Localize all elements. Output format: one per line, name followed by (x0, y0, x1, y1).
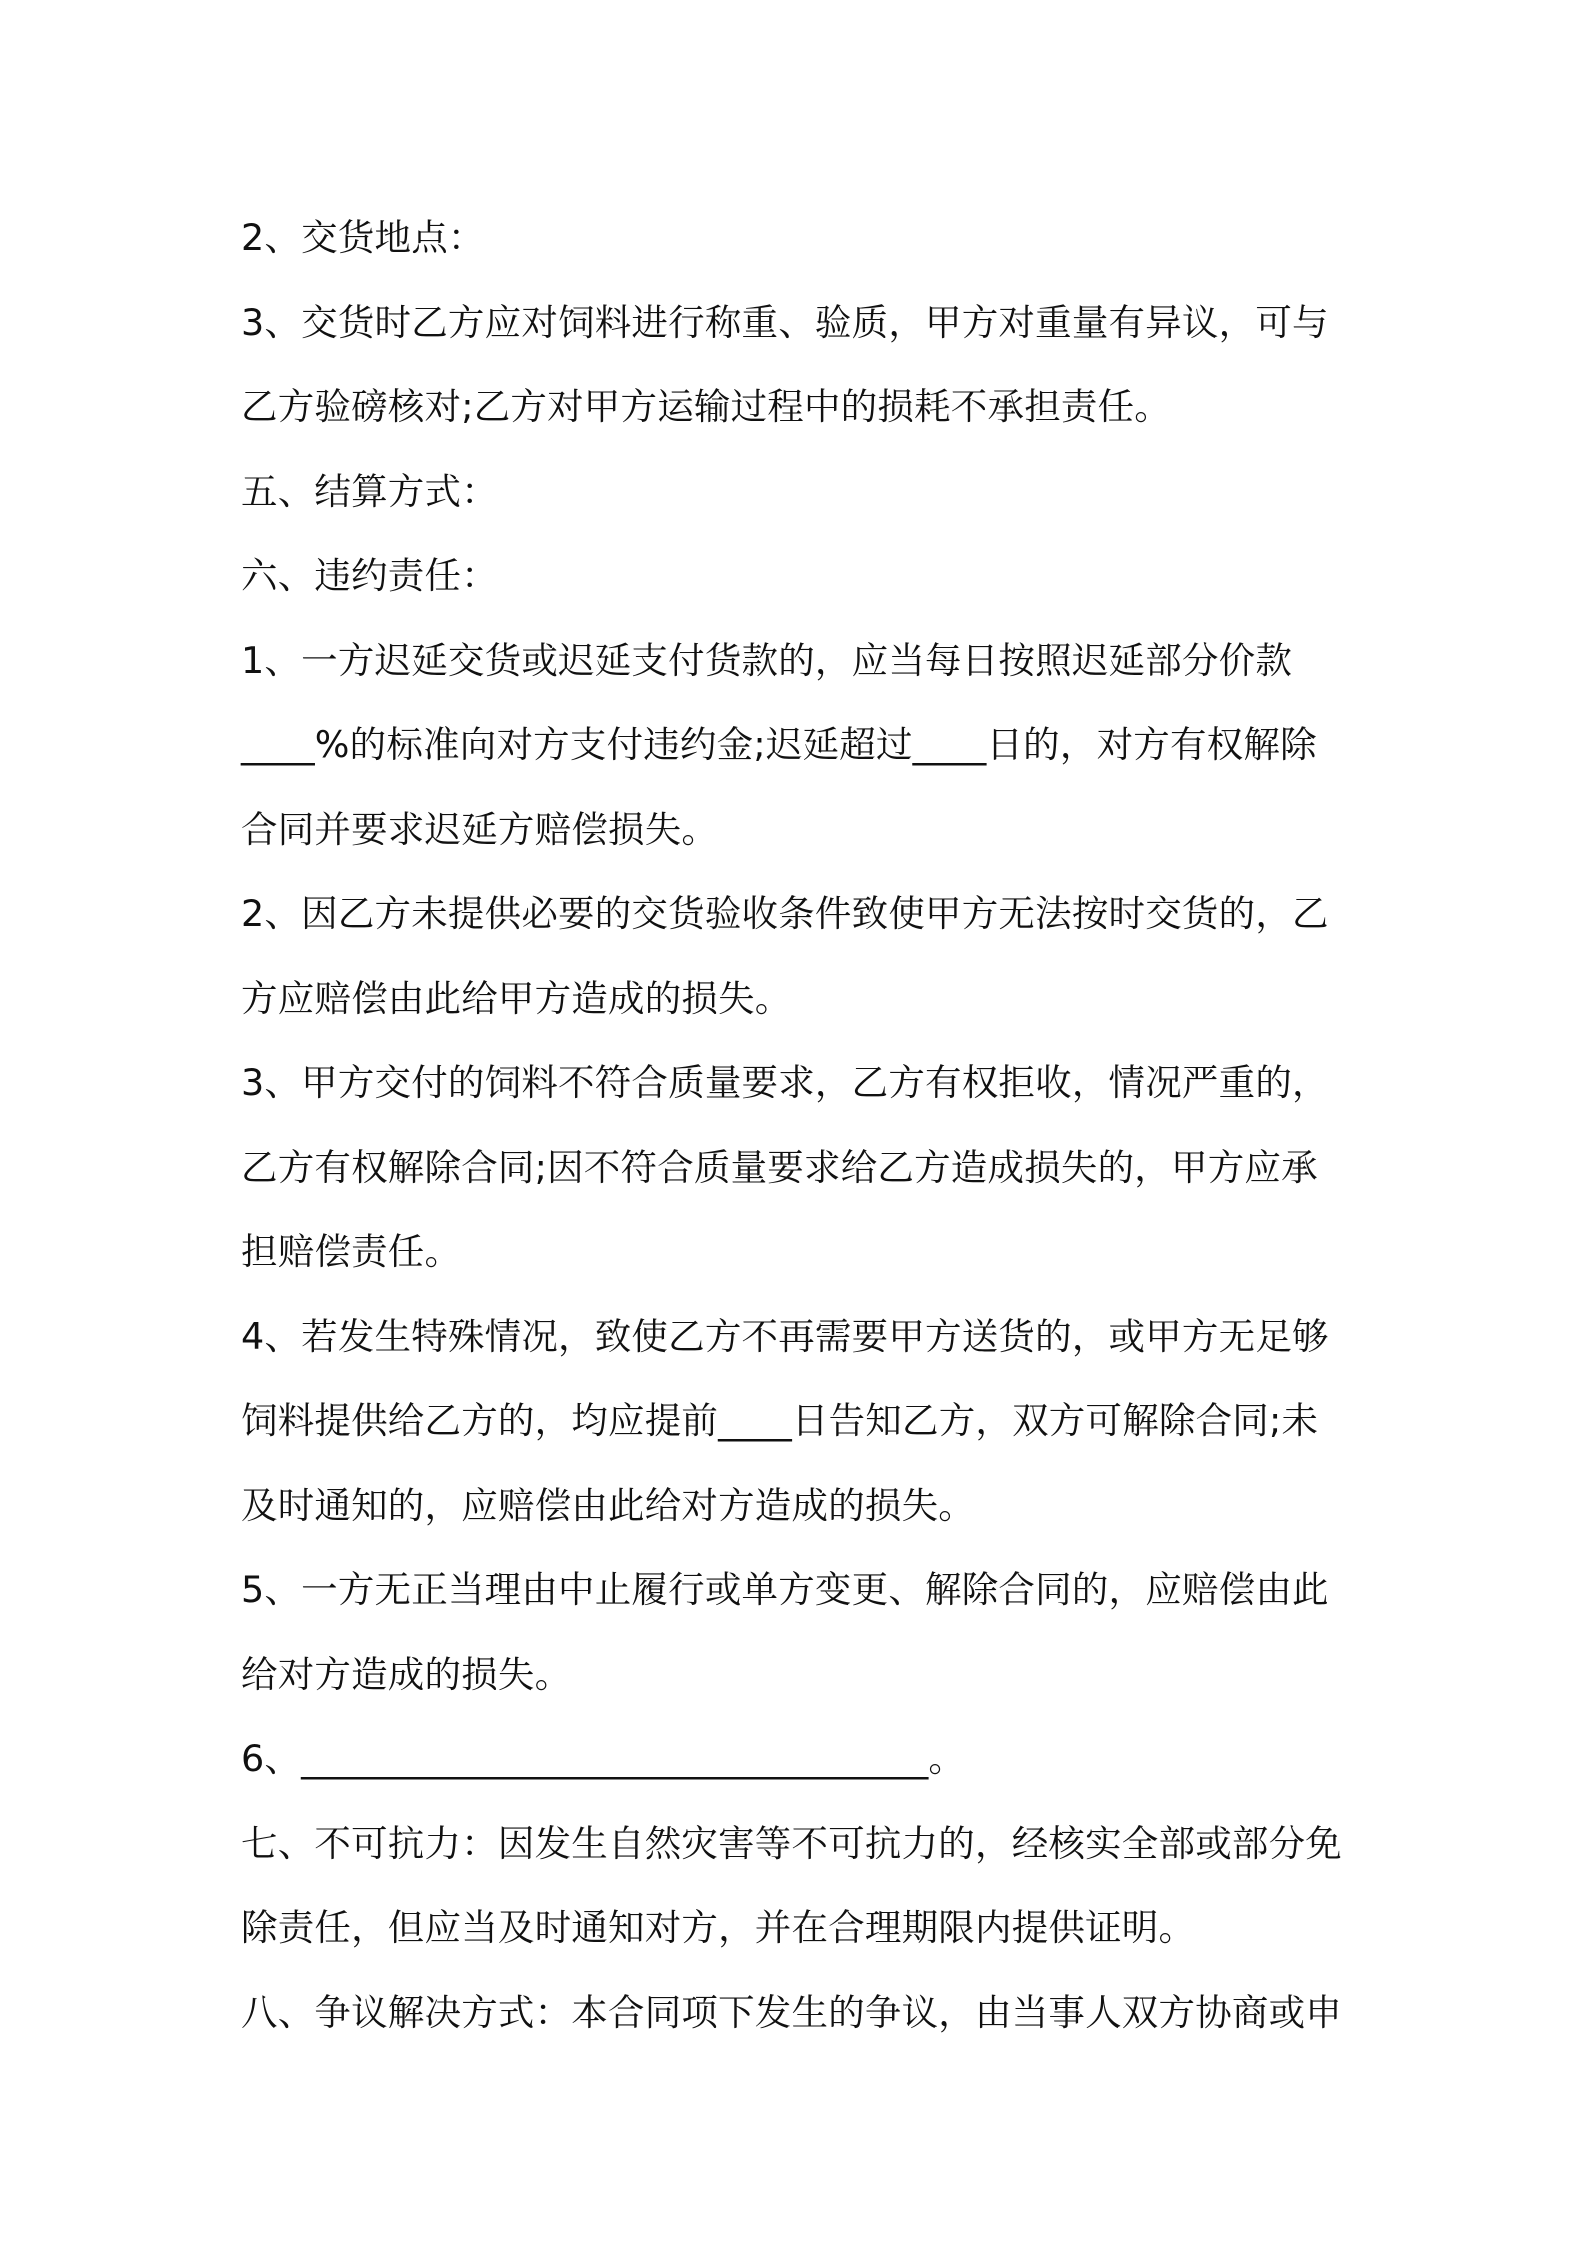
text-line: 5、一方无正当理由中止履行或单方变更、解除合同的，应赔偿由此 (241, 1568, 1329, 1611)
text-line: 饲料提供给乙方的，均应提前____日告知乙方，双方可解除合同;未 (241, 1399, 1319, 1442)
text-line: 2、交货地点： (241, 216, 485, 259)
text-line: 合同并要求迟延方赔偿损失。 (241, 807, 719, 851)
text-line: 6、__________________________________。 (241, 1737, 966, 1780)
section-heading: 八、争议解决方式：本合同项下发生的争议，由当事人双方协商或申 (241, 1990, 1342, 2034)
text-line: 及时通知的，应赔偿由此给对方造成的损失。 (241, 1483, 975, 1527)
text-line: 3、交货时乙方应对饲料进行称重、验质，甲方对重量有异议，可与 (241, 300, 1329, 344)
text-line: 2、因乙方未提供必要的交货验收条件致使甲方无法按时交货的，乙 (241, 892, 1329, 935)
text-line: 乙方验磅核对;乙方对甲方运输过程中的损耗不承担责任。 (241, 385, 1171, 428)
document-body (241, 196, 1361, 2055)
text-line: 4、若发生特殊情况，致使乙方不再需要甲方送货的，或甲方无足够 (241, 1314, 1329, 1358)
section-heading: 七、不可抗力：因发生自然灾害等不可抗力的，经核实全部或部分免 (241, 1821, 1342, 1865)
section-heading: 五、结算方式： (241, 469, 498, 513)
section-heading: 六、违约责任： (241, 554, 498, 597)
text-line: 担赔偿责任。 (241, 1230, 462, 1273)
text-line: 方应赔偿由此给甲方造成的损失。 (241, 976, 792, 1020)
text-line: 3、甲方交付的饲料不符合质量要求，乙方有权拒收，情况严重的， (241, 1061, 1329, 1104)
text-line: 1、一方迟延交货或迟延支付货款的，应当每日按照迟延部分价款 (241, 638, 1293, 682)
text-line: ____%的标准向对方支付违约金;迟延超过____日的，对方有权解除 (241, 723, 1317, 766)
text-line: 给对方造成的损失。 (241, 1652, 572, 1696)
text-line: 除责任，但应当及时通知对方，并在合理期限内提供证明。 (241, 1906, 1196, 1949)
text-line: 乙方有权解除合同;因不符合质量要求给乙方造成损失的，甲方应承 (241, 1145, 1318, 1189)
